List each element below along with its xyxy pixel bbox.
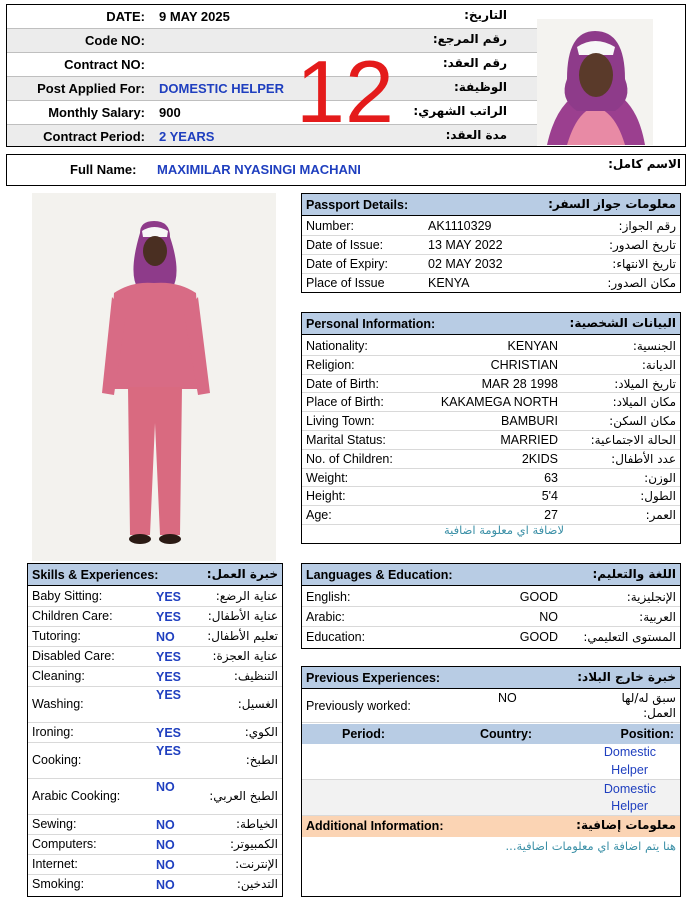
skill-row-label-ar: التنظيف: <box>233 669 278 683</box>
previously-worked-value: NO <box>498 691 517 705</box>
skill-row-label: Sewing: <box>32 817 77 831</box>
languages-title: Languages & Education: <box>306 568 453 582</box>
previous-columns-header <box>302 724 680 744</box>
passport-title: Passport Details: <box>306 198 409 212</box>
skill-row-value: YES <box>156 590 182 604</box>
personal-row-label-ar: تاريخ الميلاد: <box>614 376 676 391</box>
passport-header <box>302 194 680 216</box>
code-label: Code NO: <box>85 33 145 48</box>
skill-row-label-ar: الكوي: <box>244 725 278 739</box>
previous-title-ar: خبرة خارج البلاد: <box>577 670 676 684</box>
salary-label-ar: الراتب الشهري: <box>413 104 507 118</box>
previously-worked-ar-1: سبق له/لها <box>621 691 676 705</box>
skill-row-value: NO <box>156 838 175 852</box>
skill-row-value: YES <box>156 744 182 758</box>
skill-row <box>28 587 282 607</box>
passport-row-value: KENYA <box>428 276 470 290</box>
personal-row <box>302 431 680 450</box>
passport-row <box>302 274 680 293</box>
code-row <box>7 29 537 53</box>
skill-row-value: YES <box>156 610 182 624</box>
skill-row-value: NO <box>156 858 175 872</box>
headshot-photo <box>537 19 653 145</box>
period-value: 2 YEARS <box>159 129 215 144</box>
personal-row <box>302 450 680 469</box>
language-row <box>302 587 680 607</box>
passport-row <box>302 255 680 274</box>
skill-row-label-ar: عناية الأطفال: <box>207 609 278 623</box>
big-number: 12 <box>296 42 394 141</box>
personal-row-value: MARRIED <box>500 433 558 447</box>
personal-row-label: Date of Birth: <box>306 376 379 391</box>
personal-row-label-ar: عدد الأطفال: <box>611 451 676 466</box>
full-name-value: MAXIMILAR NYASINGI MACHANI <box>157 162 361 177</box>
skill-row-value: YES <box>156 688 182 702</box>
skill-row-label: Internet: <box>32 857 78 871</box>
personal-row-label: Height: <box>306 489 346 504</box>
salary-value: 900 <box>159 105 181 120</box>
skill-row-label: Computers: <box>32 837 97 851</box>
personal-note: لاضافة اي معلومة اضافية <box>443 523 564 537</box>
full-name-label: Full Name: <box>70 162 137 177</box>
language-row-label: Education: <box>306 630 366 644</box>
skill-row-value: NO <box>156 780 175 794</box>
date-label: DATE: <box>106 9 145 24</box>
contract-row <box>7 53 537 77</box>
passport-row-label: Date of Issue: <box>306 238 384 252</box>
personal-row-label: No. of Children: <box>306 451 393 466</box>
skill-row <box>28 779 282 815</box>
personal-row <box>302 412 680 431</box>
skill-row-label: Cleaning: <box>32 669 85 683</box>
skill-row-label: Cooking: <box>32 753 82 767</box>
post-value: DOMESTIC HELPER <box>159 81 284 96</box>
additional-header <box>302 816 680 837</box>
skill-row <box>28 743 282 779</box>
additional-title: Additional Information: <box>306 819 444 833</box>
full-name-label-ar: الاسم كامل: <box>608 157 681 171</box>
passport-row-label-ar: تاريخ الصدور: <box>608 238 676 252</box>
position-line-1: Domestic <box>603 745 656 759</box>
personal-row-value: MAR 28 1998 <box>481 376 558 391</box>
passport-title-ar: معلومات جواز السفر: <box>548 197 676 211</box>
personal-title: Personal Information: <box>306 317 436 331</box>
skill-row-value: YES <box>156 670 182 684</box>
personal-row-label-ar: العمر: <box>645 508 676 523</box>
personal-row-value: 2KIDS <box>521 451 558 466</box>
passport-row-label: Number: <box>306 219 354 233</box>
passport-row-value: 02 MAY 2032 <box>428 257 503 271</box>
skills-title: Skills & Experiences: <box>32 568 159 582</box>
personal-row-value: 5'4 <box>541 489 558 504</box>
period-row <box>7 125 537 146</box>
skill-row <box>28 647 282 667</box>
personal-row-label: Age: <box>306 508 332 523</box>
skill-row-label-ar: الطبخ: <box>245 753 278 767</box>
skill-row-value: NO <box>156 630 175 644</box>
skill-row-value: YES <box>156 650 182 664</box>
additional-title-ar: معلومات إضافية: <box>576 818 676 832</box>
passport-row-label: Place of Issue <box>306 276 385 290</box>
previous-header <box>302 667 680 689</box>
contract-label: Contract NO: <box>64 57 145 72</box>
personal-row <box>302 375 680 394</box>
personal-row-label: Religion: <box>306 357 355 372</box>
language-row-value: GOOD <box>519 630 558 644</box>
skill-row-label: Smoking: <box>32 877 85 891</box>
personal-row-label-ar: الجنسية: <box>632 339 676 353</box>
skill-row <box>28 815 282 835</box>
personal-row <box>302 487 680 506</box>
previous-section <box>301 666 681 897</box>
passport-row-value: 13 MAY 2022 <box>428 238 503 252</box>
skill-row-label: Ironing: <box>32 725 74 739</box>
previous-exp-row <box>302 780 680 816</box>
passport-row-value: AK1110329 <box>428 219 492 233</box>
personal-row-label: Place of Birth: <box>306 395 384 410</box>
skill-row <box>28 875 282 895</box>
personal-row-value: KAKAMEGA NORTH <box>440 395 558 410</box>
personal-row-value: CHRISTIAN <box>490 357 558 372</box>
languages-section <box>301 563 681 649</box>
passport-row-label: Date of Expiry: <box>306 257 388 271</box>
language-row-label: Arabic: <box>306 610 345 624</box>
previous-title: Previous Experiences: <box>306 671 441 685</box>
skills-section <box>27 563 283 897</box>
language-row-value: GOOD <box>519 590 558 604</box>
passport-row-label-ar: رقم الجواز: <box>618 219 676 233</box>
language-row-label-ar: المستوى التعليمي: <box>583 630 676 644</box>
passport-row <box>302 236 680 255</box>
language-row-label-ar: العربية: <box>639 610 676 624</box>
date-row <box>7 5 537 29</box>
personal-row-value: KENYAN <box>507 339 558 353</box>
skill-row <box>28 855 282 875</box>
personal-section <box>301 312 681 544</box>
skill-row-label-ar: عناية العجزة: <box>212 649 278 663</box>
date-value: 9 MAY 2025 <box>159 9 230 24</box>
personal-row-value: 63 <box>544 470 558 485</box>
personal-row-label-ar: الحالة الاجتماعية: <box>590 433 676 447</box>
previously-worked-ar-2: العمل: <box>643 706 676 720</box>
position-line-2: Helper <box>611 763 648 777</box>
skill-row-label-ar: الإنترنت: <box>235 857 278 871</box>
skill-row-label-ar: التدخين: <box>236 877 278 891</box>
additional-note: هنا يتم اضافة اي معلومات اضافية... <box>505 839 676 853</box>
personal-row-value: 27 <box>544 508 558 523</box>
personal-header <box>302 313 680 335</box>
previously-worked-row <box>302 690 680 723</box>
skills-header <box>28 564 282 586</box>
post-row <box>7 77 537 101</box>
language-row <box>302 627 680 648</box>
period-label: Contract Period: <box>43 129 145 144</box>
skill-row-label-ar: الخياطة: <box>235 817 278 831</box>
personal-row <box>302 469 680 488</box>
personal-row-label-ar: الديانة: <box>641 357 676 372</box>
skills-title-ar: خبرة العمل: <box>206 567 278 581</box>
skill-row-label: Children Care: <box>32 609 113 623</box>
position-line-1: Domestic <box>603 782 656 796</box>
personal-row-value: BAMBURI <box>501 414 558 429</box>
skill-row <box>28 667 282 687</box>
skill-row <box>28 607 282 627</box>
language-row-label: English: <box>306 590 351 604</box>
personal-row-label-ar: الوزن: <box>644 470 676 485</box>
position-line-2: Helper <box>611 799 648 813</box>
salary-row <box>7 101 537 125</box>
code-label-ar: رقم المرجع: <box>432 32 507 46</box>
full-name-row <box>6 154 686 186</box>
column-country: Country: <box>480 727 533 741</box>
post-label: Post Applied For: <box>37 81 145 96</box>
skill-row-value: NO <box>156 878 175 892</box>
skill-row-label-ar: الطبخ العربي: <box>209 789 278 803</box>
skill-row-label: Washing: <box>32 697 84 711</box>
personal-row-label-ar: مكان الميلاد: <box>612 395 676 410</box>
languages-header <box>302 564 680 586</box>
language-row-label-ar: الإنجليزية: <box>626 590 676 604</box>
personal-row-label: Marital Status: <box>306 433 386 447</box>
skill-row-label-ar: الكمبيوتر: <box>230 837 278 851</box>
passport-section <box>301 193 681 293</box>
skill-row-label: Baby Sitting: <box>32 589 103 603</box>
passport-row-label-ar: تاريخ الانتهاء: <box>612 257 676 271</box>
personal-row-label-ar: مكان السكن: <box>609 414 676 429</box>
skill-row <box>28 835 282 855</box>
column-period: Period: <box>342 727 386 741</box>
language-row-value: NO <box>539 610 558 624</box>
skill-row-label-ar: الغسيل: <box>237 697 278 711</box>
skill-row <box>28 723 282 743</box>
previous-exp-row <box>302 744 680 780</box>
personal-row-label: Living Town: <box>306 414 375 429</box>
post-label-ar: الوظيفة: <box>453 80 507 94</box>
salary-label: Monthly Salary: <box>48 105 145 120</box>
date-label-ar: التاريخ: <box>464 8 507 22</box>
skill-row-label: Disabled Care: <box>32 649 115 663</box>
skill-row-value: YES <box>156 726 182 740</box>
personal-title-ar: البيانات الشخصية: <box>569 316 676 330</box>
language-row <box>302 607 680 627</box>
previously-worked-label: Previously worked: <box>306 699 411 713</box>
skill-row-label-ar: تعليم الأطفال: <box>207 629 278 643</box>
skill-row <box>28 627 282 647</box>
skill-row-label: Tutoring: <box>32 629 81 643</box>
personal-row-label: Nationality: <box>306 339 368 353</box>
skill-row-value: NO <box>156 818 175 832</box>
full-body-photo <box>32 193 276 561</box>
passport-row-label-ar: مكان الصدور: <box>607 276 676 290</box>
personal-row <box>302 337 680 356</box>
column-position: Position: <box>620 727 674 741</box>
skill-row-label-ar: عناية الرضع: <box>215 589 278 603</box>
personal-row <box>302 393 680 412</box>
passport-row <box>302 217 680 236</box>
personal-row-label-ar: الطول: <box>640 489 676 504</box>
skill-row-label: Arabic Cooking: <box>32 789 121 803</box>
contract-label-ar: رقم العقد: <box>442 56 507 70</box>
personal-row-label: Weight: <box>306 470 349 485</box>
period-label-ar: مدة العقد: <box>445 128 507 142</box>
languages-title-ar: اللغة والتعليم: <box>592 567 676 581</box>
skill-row <box>28 687 282 723</box>
personal-row <box>302 356 680 375</box>
